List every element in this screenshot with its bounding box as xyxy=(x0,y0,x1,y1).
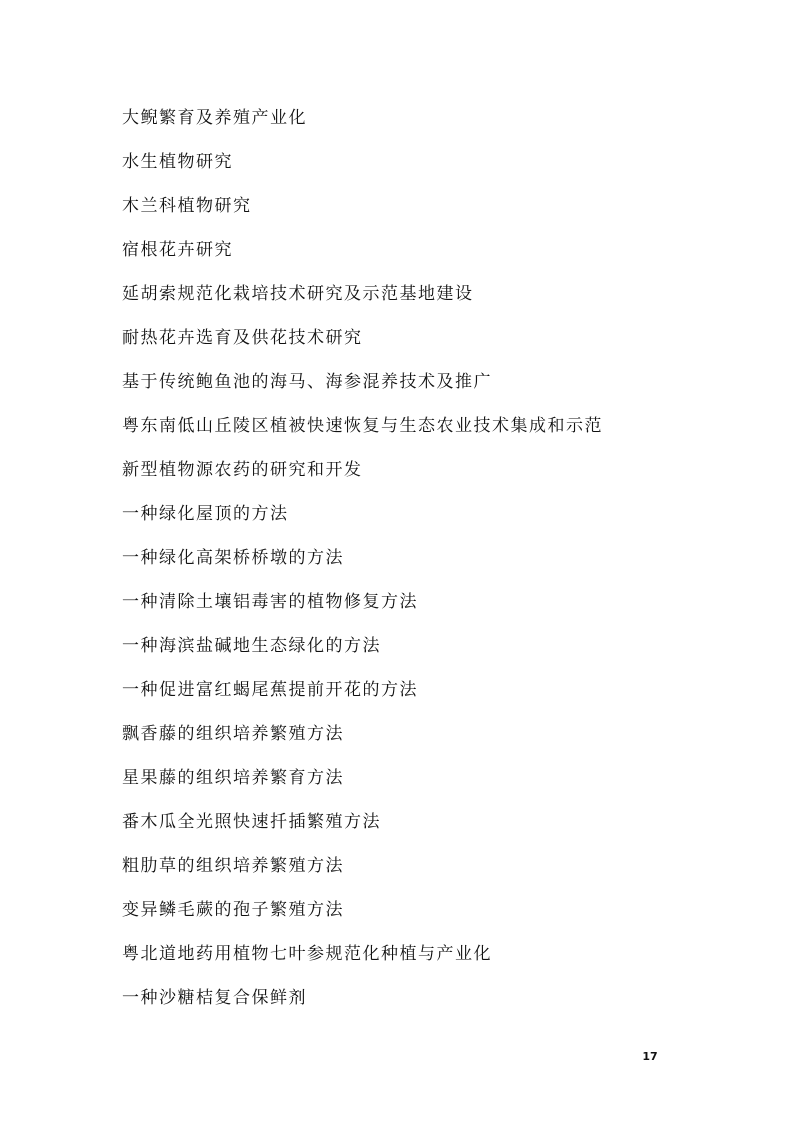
list-item: 粗肋草的组织培养繁殖方法 xyxy=(122,856,344,876)
list-item: 一种绿化高架桥桥墩的方法 xyxy=(122,548,344,568)
list-item: 水生植物研究 xyxy=(122,152,233,172)
list-item: 粤北道地药用植物七叶参规范化种植与产业化 xyxy=(122,944,492,964)
list-item: 宿根花卉研究 xyxy=(122,240,233,260)
list-item: 延胡索规范化栽培技术研究及示范基地建设 xyxy=(122,284,474,304)
list-item: 飘香藤的组织培养繁殖方法 xyxy=(122,724,344,744)
project-list xyxy=(122,104,682,1028)
list-item: 一种绿化屋顶的方法 xyxy=(122,504,289,524)
list-item: 一种清除土壤铝毒害的植物修复方法 xyxy=(122,592,418,612)
list-item: 变异鳞毛蕨的孢子繁殖方法 xyxy=(122,900,344,920)
list-item: 一种沙糖桔复合保鲜剂 xyxy=(122,988,307,1008)
list-item: 一种促进富红蝎尾蕉提前开花的方法 xyxy=(122,680,418,700)
list-item: 木兰科植物研究 xyxy=(122,196,252,216)
list-item: 星果藤的组织培养繁育方法 xyxy=(122,768,344,788)
list-item: 耐热花卉选育及供花技术研究 xyxy=(122,328,363,348)
list-item: 基于传统鲍鱼池的海马、海参混养技术及推广 xyxy=(122,372,492,392)
page-number: 17 xyxy=(642,1050,658,1063)
list-item: 新型植物源农药的研究和开发 xyxy=(122,460,363,480)
list-item: 番木瓜全光照快速扦插繁殖方法 xyxy=(122,812,381,832)
list-item: 粤东南低山丘陵区植被快速恢复与生态农业技术集成和示范 xyxy=(122,416,603,436)
list-item: 大鲵繁育及养殖产业化 xyxy=(122,108,307,128)
list-item: 一种海滨盐碱地生态绿化的方法 xyxy=(122,636,381,656)
